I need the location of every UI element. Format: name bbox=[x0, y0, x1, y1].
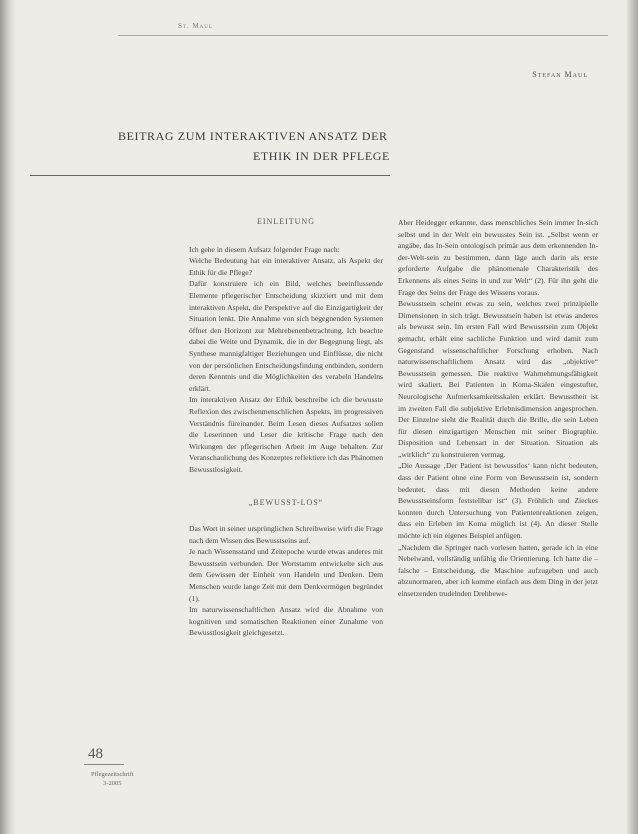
scan-edge-left bbox=[0, 0, 16, 834]
page-number-rule bbox=[84, 764, 124, 765]
paragraph: Aber Heidegger erkannte, dass menschliches Sein immer In-sich selbst und in der Welt ein bewusstes Sein ist. „Selbst wenn er angäbe, das In-Sein ontologisch primär aus dem erkennenden In-der-Welt-sein zu bestimmen, dann läge auch darin als erste geforderte Aufgabe die phänomenale Charakteristik des Erkennens als eines Seins in und zur Welt“ (2). Für ihn geht die Frage des Seins der Frage des Wissens voraus. bbox=[398, 218, 598, 297]
author-name: Stefan Maul bbox=[532, 70, 588, 79]
journal-issue: 3-2005 bbox=[103, 780, 122, 787]
paragraph: Bewusstsein scheint etwas zu sein, welches zwei prinzipielle Dimensionen in sich trägt. Bewusstsein haben ist etwas anderes als bewusst sein. Im ersten Fall wird Bewusstsein zum Objekt gemacht, erhält eine sachliche Funktion und wird damit zum Gegenstand wissenschaftlicher Forschung erhoben. Nach naturwissenschaftlichem Ansatz wird das „objektive“ Bewusstsein gemessen. Die reaktive Wahrnehmungsfähigkeit wird skaliert. Bei Patienten in Koma-Skalen eingestufter, Neurologische Aufmerksamkeitsskalen erklärt. Bewusstheit ist im zweiten Fall die subjektive Erlebnisdimension angesprochen. Der Einzelne sieht die Realität durch die Brille, die sein Leben für diesen einzigartigen Menschen mit seiner Biographie. Disposition und Lebensart in der Situation. Situation als „wirklich“ zu konstruieren vermag. bbox=[398, 299, 598, 459]
left-column bbox=[189, 212, 383, 639]
paragraph: Das Wort in seiner ursprünglichen Schreibweise wirft die Frage nach dem Wissen des Bewusstseins auf. bbox=[189, 524, 383, 545]
scan-edge-right bbox=[626, 0, 638, 834]
article-title bbox=[90, 126, 390, 166]
paragraph: Welche Bedeutung hat ein interaktiver Ansatz, als Aspekt der Ethik für die Pflege? bbox=[189, 256, 383, 277]
running-head: St. Maul bbox=[178, 22, 213, 30]
title-line-1: BEITRAG ZUM INTERAKTIVEN ANSATZ DER bbox=[118, 129, 388, 143]
paragraph: „Nachdem die Springer nach vorlesen hatten, gerade ich in eine Nebelwand, vollständig unfähig die Orientierung. Ich hatte die – falsche – Entscheidung, die Maschine aufzugeben und auch abzunormaren, aber ich komme einfach aus dem Ding in der jetzt einsetzenden trudelnden Drehbewe- bbox=[398, 542, 598, 598]
paragraph: Je nach Wissensstand und Zeitepoche wurde etwas anderes mit Bewusstsein verbunden. Der Wortstamm entwickelte sich aus dem Gewissen der Einheit von Handeln und Denken. Dem Menschen wurde lange Zeit mit dem Denkvermögen begründet (1). bbox=[189, 547, 383, 603]
paragraph: Ich gehe in diesem Aufsatz folgender Frage nach: bbox=[189, 244, 340, 254]
paragraph: Im naturwissenschaftlichen Ansatz wird die Abnahme von kognitiven und somatischen Reaktionen einer Zunahme von Bewusstlosigkeit gleichgesetzt. bbox=[189, 605, 383, 638]
section-heading-unconscious: „BEWUSST-LOS“ bbox=[248, 498, 324, 508]
paragraph: Dafür konstruiere ich ein Bild, welches beeinflussende Elemente pflegerischer Entscheidung skizziert und mit dem interaktiven Aspekt, die Perspektive auf die Einzigartigkeit der Situation lenkt. Die Annahme von sich begegnenden Systemen öffnet den Horizont zur Mehrebenenbetrachtung. Ich beachte dabei die Weite und Dynamik, die in der Begegnung liegt, als Synthese mannigfaltiger Beziehungen und Einflüsse, die nicht von der persönlichen Entscheidungsfindung entbinden, sondern deren Kenntnis und die Möglichkeiten des verabeln Handelns erklärt. bbox=[189, 279, 383, 393]
title-line-2: ETHIK IN DER PFLEGE bbox=[252, 149, 390, 163]
journal-name: Pflegezeitschrift bbox=[91, 771, 134, 778]
section-heading-introduction: EINLEITUNG bbox=[257, 217, 315, 226]
top-rule bbox=[118, 35, 608, 36]
paragraph: „Die Aussage ‚Der Patient ist bewusstlos‘ kann nicht bedeuten, dass der Patient ohne eine Form von Bewusstsein ist, sondern bedeutet, dass mit diesen Methoden keine andere Bewusstseinsform feststellbar ist“ (3). Fröhlich und Zieckes konnten durch Untersuchung von Patientenreaktionen zeigen, dass ein Erleben im Koma möglich ist (4). An dieser Stelle möchte ich ein eigenes Beispiel anfügen. bbox=[398, 461, 598, 541]
title-rule bbox=[30, 175, 390, 176]
paragraph: Im interaktiven Ansatz der Ethik beschreibe ich die bewusste Reflexion des zwischenmenschlichen Aspekts, im progressiven Verständnis füreinander. Beim Lesen dieses Aufsatzes sollen die Leserinnen und Leser die kritische Frage nach den Wirkungen der pflegerischen Arbeit im Auge behalten. Zur Veranschaulichung des Konzeptes reflektiere ich das Phänomen Bewusstlosigkeit. bbox=[189, 395, 383, 474]
page-number: 48 bbox=[88, 746, 103, 762]
journal-info bbox=[91, 770, 134, 788]
right-column bbox=[398, 217, 598, 600]
